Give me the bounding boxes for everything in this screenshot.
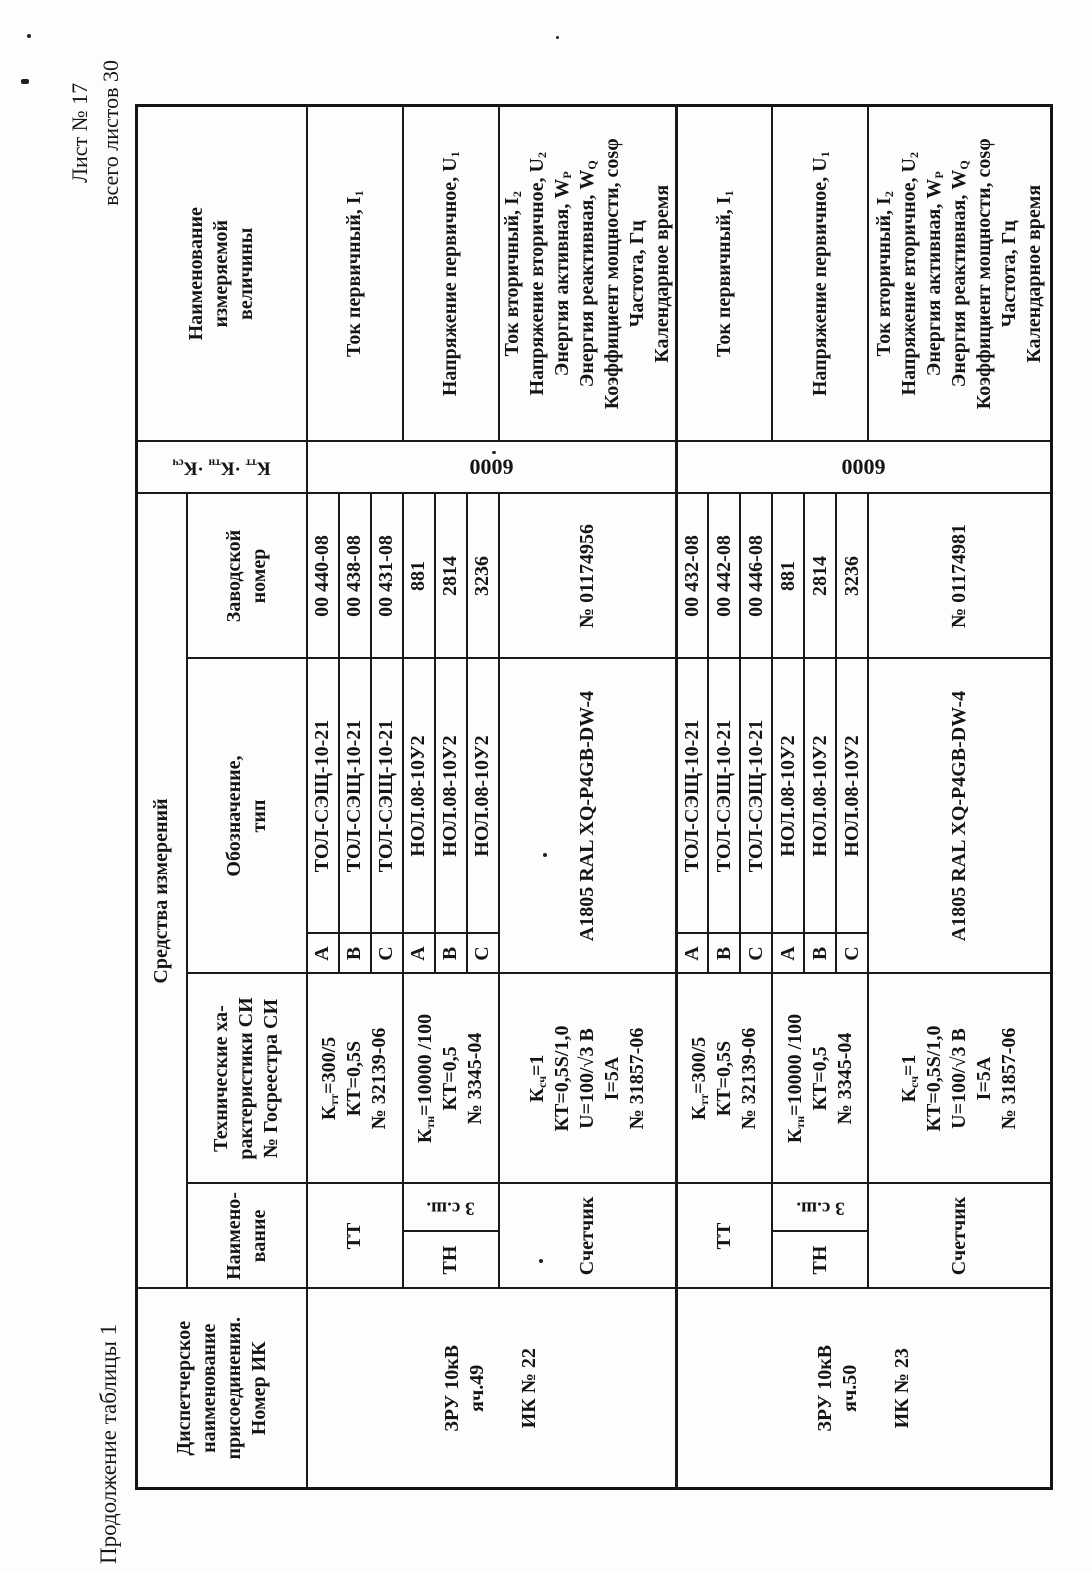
type-cell: ТОЛ-СЭЩ-10-21 (740, 659, 772, 934)
busbar-label: 3 с.ш. (426, 1196, 475, 1218)
serial-cell: 00 440-08 (307, 494, 339, 659)
phase-cell: В (804, 934, 836, 974)
feeder-name (813, 1292, 863, 1486)
text-line: Календарное время (1022, 184, 1045, 363)
phase-cell: А (676, 934, 708, 974)
text-line: $К_{тн}=10000$ /100 (414, 1013, 437, 1144)
tt-measured-quantity: Ток первичный, $I_1$ (307, 106, 403, 442)
text-line: вание (247, 1209, 270, 1263)
header-name (187, 1184, 307, 1289)
header-tech-characteristics (187, 974, 307, 1184)
header-designation-type (187, 659, 307, 974)
device-label-tt: ТТ (676, 1184, 772, 1289)
device-label-tt: ТТ (307, 1184, 403, 1289)
header-measured-quantity (137, 106, 307, 442)
text-line: $К_{сч}=1$ (525, 1054, 549, 1103)
header-k-product (137, 442, 307, 494)
serial-cell: 881 (403, 494, 435, 659)
sheet-info (64, 60, 126, 206)
text-line: величины (235, 227, 258, 320)
text-line: Частота, Гц (625, 220, 648, 328)
device-label-tn: ТН (403, 1232, 499, 1289)
k-product-label: $К_{тт} \cdot К_{тн} \cdot К_{сч}$ (172, 456, 271, 478)
meter-type-cell: А1805 RAL XQ-P4GB-DW-4 (868, 659, 1051, 974)
header-measuring-instruments: Средства измерений (137, 494, 187, 1289)
text-line: U=100/√3 В (947, 1028, 970, 1129)
text-line: Диспетчерское (172, 1320, 195, 1456)
rotated-text-box (678, 443, 1050, 493)
text-line: Напряжение вторичное, $U_2$ (525, 152, 549, 396)
text-line: Ток вторичный, $I_2$ (500, 191, 524, 357)
serial-cell: 00 431-08 (371, 494, 403, 659)
serial-cell: 00 432-08 (676, 494, 708, 659)
scan-speck (492, 451, 496, 454)
type-cell: НОЛ.08-10У2 (467, 659, 499, 934)
text-line: I=5А (972, 1056, 995, 1101)
tt-measured-quantity: Ток первичный, $I_1$ (676, 106, 772, 442)
k-value-cell (307, 442, 677, 494)
text-line: КТ=0,5 (808, 1046, 831, 1111)
text-line: КТ=0,5S/1,0 (922, 1025, 945, 1132)
serial-cell: 2814 (804, 494, 836, 659)
meter-tech-characteristics (868, 974, 1051, 1184)
text-line: № 31857-06 (997, 1027, 1020, 1130)
text-line: № 3345-04 (833, 1032, 856, 1125)
text-line: $К_{сч}=1$ (897, 1054, 921, 1103)
type-cell: ТОЛ-СЭЩ-10-21 (676, 659, 708, 934)
feeder-cell-ik23 (676, 1289, 1051, 1489)
table-continuation-title: Продолжение таблицы 1 (96, 1323, 121, 1564)
k-value: 6000 (841, 455, 886, 480)
k-value-cell (676, 442, 1051, 494)
text-line: Энергия реактивная, $W_Q$ (575, 160, 599, 388)
phase-cell: А (772, 934, 804, 974)
tt-tech-characteristics (307, 974, 403, 1184)
text-line: № 32139-06 (368, 1027, 390, 1130)
phase-cell: А (403, 934, 435, 974)
text-line: $К_{тт}=300/5$ (687, 1036, 711, 1121)
device-label-tn: ТН (772, 1232, 868, 1289)
type-cell: ТОЛ-СЭЩ-10-21 (307, 659, 339, 934)
text-line: Технические ха- (210, 1005, 232, 1152)
phase-cell: С (740, 934, 772, 974)
text-line: Энергия реактивная, $W_Q$ (947, 160, 971, 388)
scan-speck (543, 853, 547, 857)
text-line: Наимено- (222, 1192, 245, 1280)
device-label-meter: Счетчик (868, 1184, 1051, 1289)
text-line: Энергия активная, $W_P$ (550, 171, 574, 377)
text-line: № 31857-06 (625, 1027, 648, 1130)
text-line: яч.50 (838, 1364, 861, 1412)
text-line: U=100/√3 В (575, 1028, 598, 1129)
text-line: тип (247, 799, 270, 833)
text-line: КТ=0,5 (439, 1046, 461, 1111)
text-line: $К_{тт}=300/5$ (318, 1036, 341, 1121)
type-cell: НОЛ.08-10У2 (804, 659, 836, 934)
text-line: наименование (197, 1323, 220, 1453)
meter-tech-characteristics (499, 974, 677, 1184)
phase-cell: В (339, 934, 371, 974)
text-line: Коэффициент мощности, cosφ (972, 138, 995, 410)
meter-serial-cell: № 01174956 (499, 494, 677, 659)
text-line: КТ=0,5S (343, 1040, 365, 1117)
text-line: Частота, Гц (997, 220, 1020, 328)
text-line: I=5А (600, 1056, 623, 1101)
text-line: Наименование (185, 207, 208, 341)
phase-cell: С (836, 934, 868, 974)
text-line: яч.49 (466, 1364, 488, 1412)
phase-cell: В (435, 934, 467, 974)
rotated-text-box (308, 443, 675, 493)
text-line: № 3345-04 (464, 1032, 486, 1125)
scan-speck (21, 79, 29, 84)
feeder-name (440, 1292, 490, 1486)
rotated-document-content (28, 48, 1045, 1568)
scan-speck (27, 34, 31, 38)
type-cell: ТОЛ-СЭЩ-10-21 (371, 659, 403, 934)
text-line: измеряемой (210, 220, 233, 328)
meter-measured-quantities (499, 106, 677, 442)
busbar-cell (772, 1184, 868, 1232)
type-cell: ТОЛ-СЭЩ-10-21 (339, 659, 371, 934)
scan-speck (556, 36, 559, 39)
text-line: № Госреестра СИ (260, 998, 282, 1159)
serial-cell: 00 446-08 (740, 494, 772, 659)
text-line: КТ=0,5S (712, 1040, 735, 1117)
meter-serial-cell: № 01174981 (868, 494, 1051, 659)
text-line: № 32139-06 (737, 1027, 760, 1130)
type-cell: НОЛ.08-10У2 (772, 659, 804, 934)
busbar-cell (403, 1184, 499, 1232)
ik-number: ИК № 22 (518, 1348, 540, 1429)
tn-measured-quantity: Напряжение первичное, $U_1$ (403, 106, 499, 442)
rotated-text-box (138, 443, 306, 493)
phase-cell: В (708, 934, 740, 974)
serial-cell: 881 (772, 494, 804, 659)
measuring-instruments-table (135, 104, 1053, 1490)
rotated-text-box (404, 1185, 498, 1231)
text-line: ЗРУ 10кВ (441, 1344, 463, 1432)
feeder-cell-ik22 (307, 1289, 677, 1489)
text-line: рактеристики СИ (235, 997, 257, 1160)
type-cell: НОЛ.08-10У2 (435, 659, 467, 934)
text-line: Обозначение, (222, 755, 245, 877)
text-line: номер (247, 548, 270, 604)
header-dispatch-name (137, 1289, 307, 1489)
tn-measured-quantity: Напряжение первичное, $U_1$ (772, 106, 868, 442)
text-line: Номер ИК (247, 1341, 270, 1436)
text-line: Энергия активная, $W_P$ (922, 171, 946, 377)
sheet-number: Лист № 17 (67, 82, 92, 183)
text-line: $К_{тн}=10000$ /100 (783, 1013, 807, 1144)
meter-measured-quantities (868, 106, 1051, 442)
type-cell: НОЛ.08-10У2 (836, 659, 868, 934)
serial-cell: 3236 (467, 494, 499, 659)
text-line: ЗРУ 10кВ (813, 1344, 836, 1432)
serial-cell: 3236 (836, 494, 868, 659)
phase-cell: С (371, 934, 403, 974)
text-line: присоединения. (222, 1316, 245, 1460)
type-cell: ТОЛ-СЭЩ-10-21 (708, 659, 740, 934)
text-line: Коэффициент мощности, cosφ (600, 138, 623, 410)
serial-cell: 00 442-08 (708, 494, 740, 659)
k-value: 6000 (469, 455, 513, 480)
ik-number: ИК № 23 (890, 1348, 913, 1429)
sheets-total: всего листов 30 (98, 60, 123, 206)
text-line: Календарное время (650, 184, 673, 363)
rotated-text-box (773, 1185, 867, 1231)
tt-tech-characteristics (676, 974, 772, 1184)
header-factory-serial (187, 494, 307, 659)
text-line: Напряжение вторичное, $U_2$ (897, 152, 921, 396)
phase-cell: С (467, 934, 499, 974)
serial-cell: 2814 (435, 494, 467, 659)
meter-type-cell: А1805 RAL XQ-P4GB-DW-4 (499, 659, 677, 974)
scan-speck (539, 1259, 543, 1263)
text-line: КТ=0,5S/1,0 (550, 1025, 573, 1132)
phase-cell: А (307, 934, 339, 974)
type-cell: НОЛ.08-10У2 (403, 659, 435, 934)
text-line: Ток вторичный, $I_2$ (872, 191, 896, 357)
device-label-meter: Счетчик (499, 1184, 677, 1289)
tn-tech-characteristics (403, 974, 499, 1184)
serial-cell: 00 438-08 (339, 494, 371, 659)
busbar-label: 3 с.ш. (795, 1196, 845, 1218)
text-line: Заводской (222, 529, 245, 623)
tn-tech-characteristics (772, 974, 868, 1184)
